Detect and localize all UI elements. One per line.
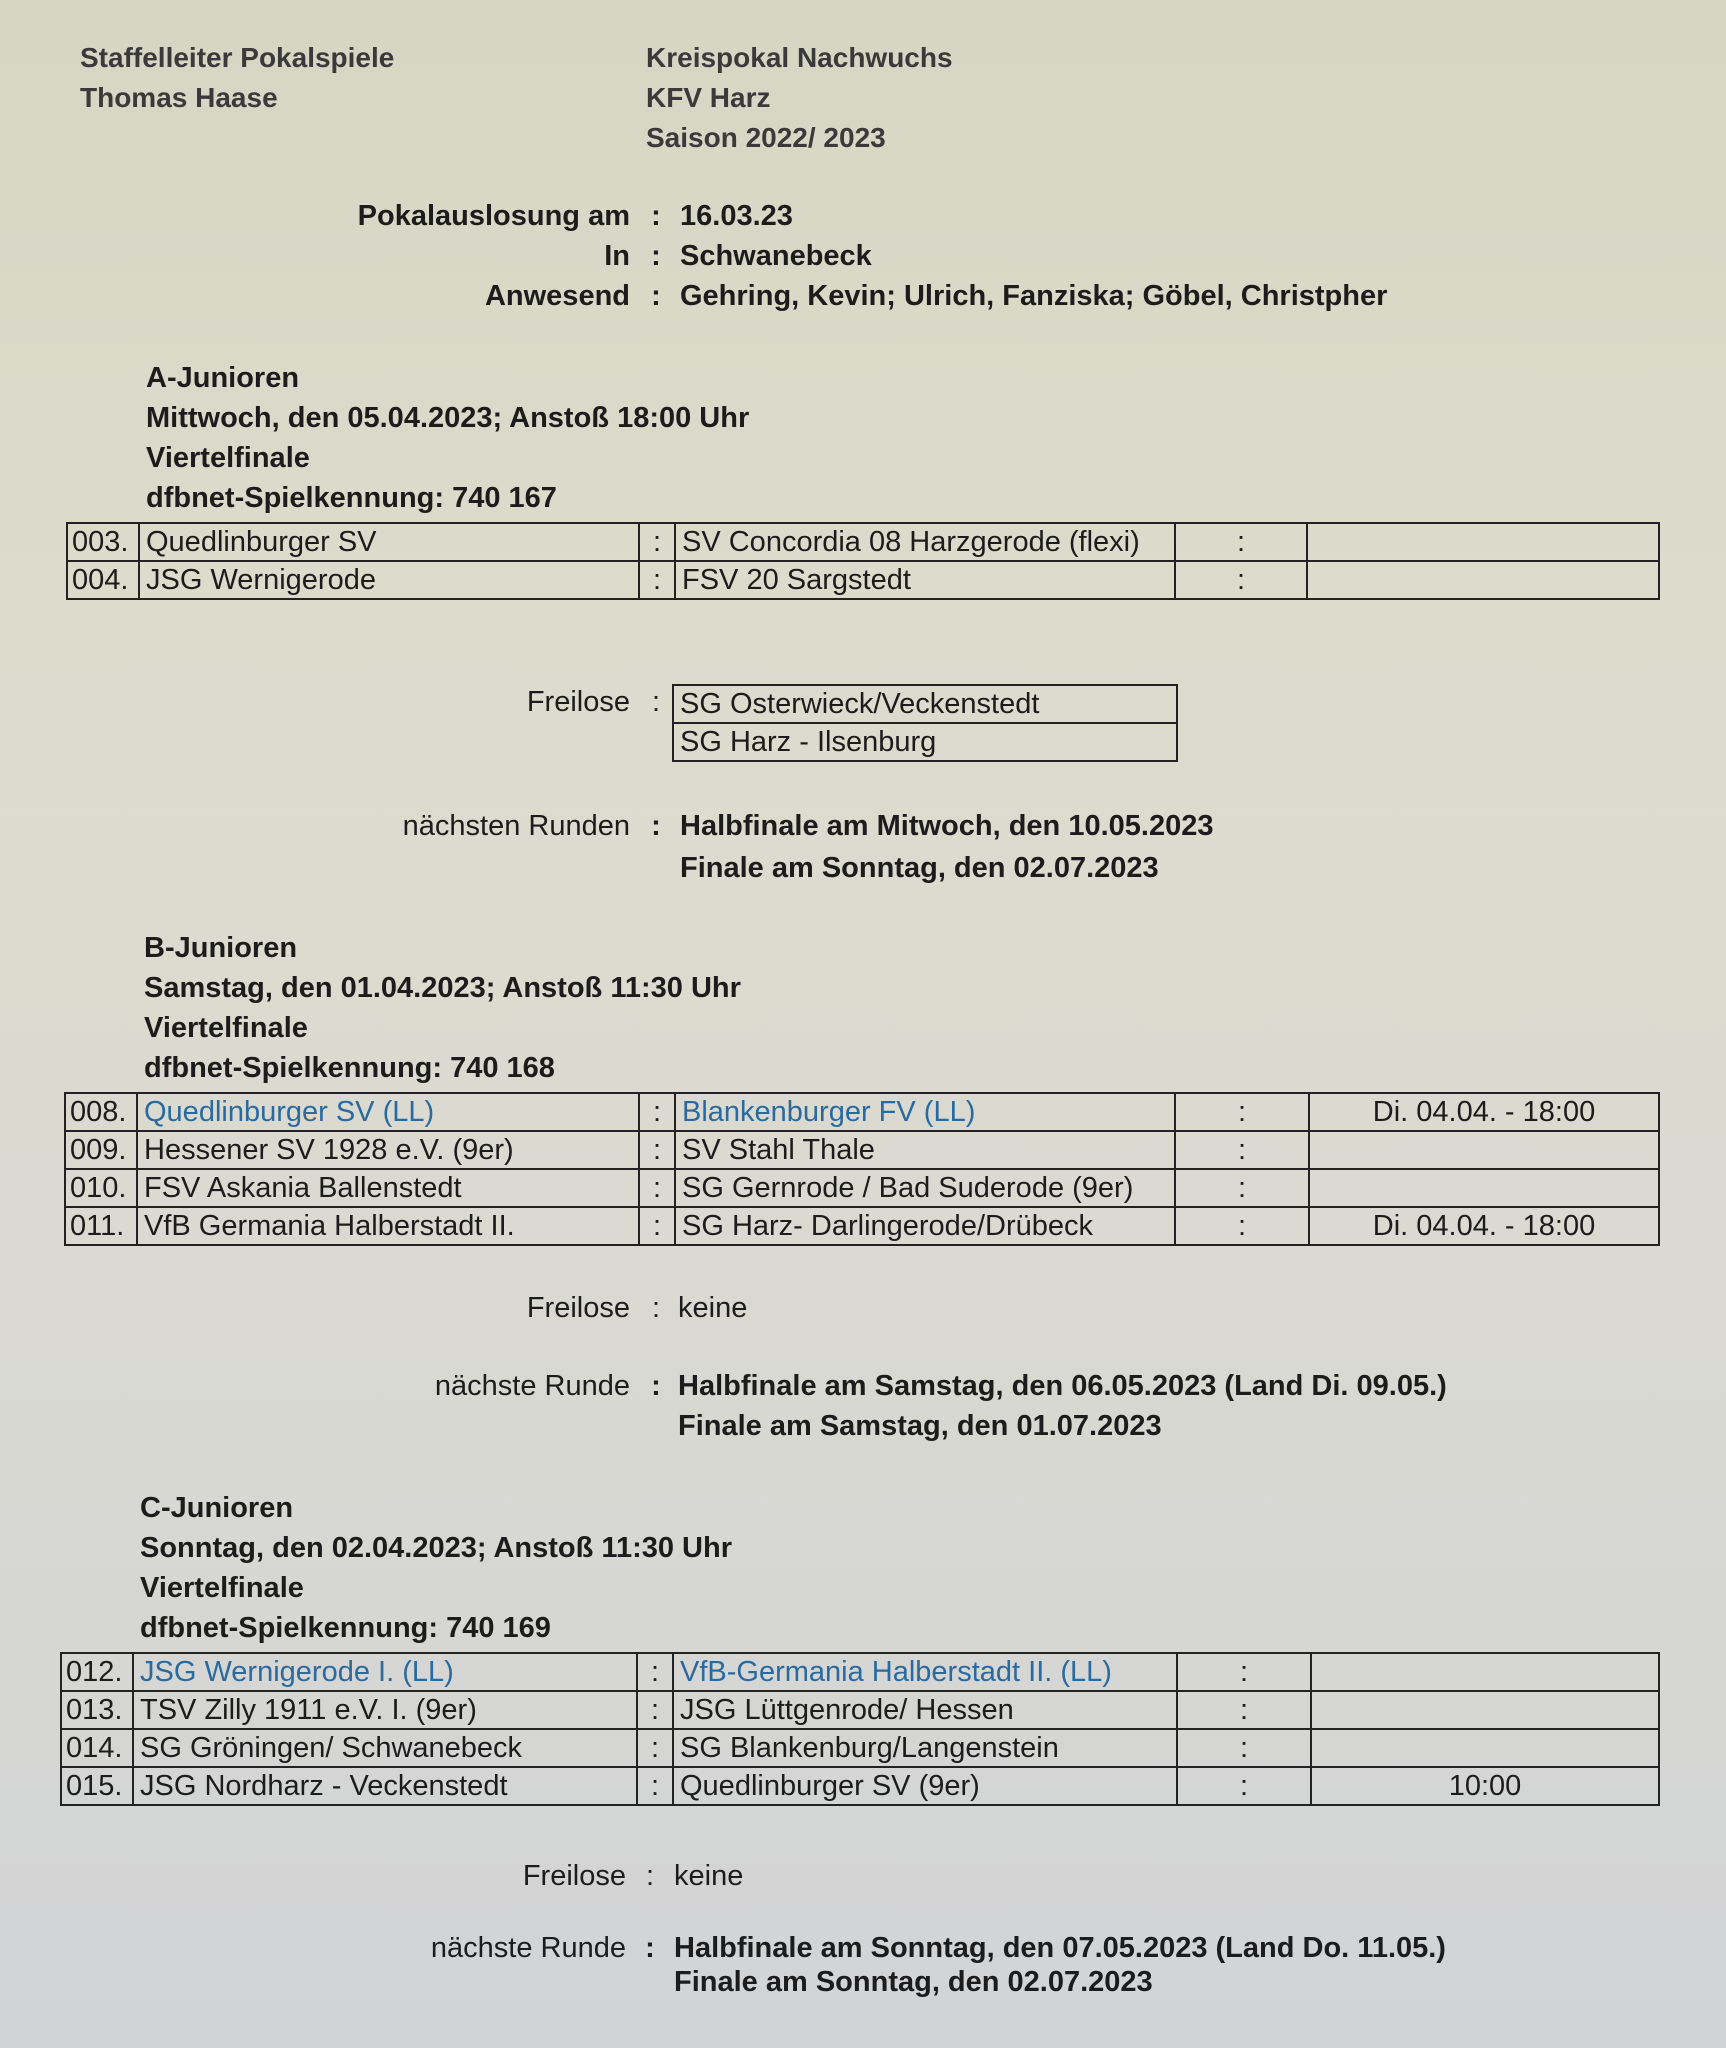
table-row (65, 1207, 1659, 1245)
match-note (1311, 1691, 1659, 1729)
next-final: Finale am Sonntag, den 02.07.2023 (680, 852, 1159, 884)
score: : (1175, 561, 1307, 599)
present-label: Anwesend (484, 280, 630, 312)
table-row (673, 723, 1177, 761)
home-team: TSV Zilly 1911 e.V. I. (9er) (133, 1691, 637, 1729)
a-free-table (672, 684, 1178, 762)
match-number: 004. (67, 561, 139, 599)
next-round-label: nächste Runde (434, 1370, 630, 1402)
home-team: Hessener SV 1928 e.V. (9er) (137, 1131, 639, 1169)
match-number: 003. (67, 523, 139, 561)
section-game-id: dfbnet-Spielkennung: 740 167 (146, 482, 557, 514)
match-note: 10:00 (1311, 1767, 1659, 1805)
section-date: Samstag, den 01.04.2023; Anstoß 11:30 Uhr (144, 972, 741, 1004)
c-matches-table (60, 1652, 1660, 1806)
colon: : (645, 1860, 655, 1892)
match-separator: : (639, 1207, 675, 1245)
match-note (1309, 1169, 1659, 1207)
match-separator: : (637, 1729, 673, 1767)
a-matches-table (66, 522, 1660, 600)
table-row (67, 523, 1659, 561)
away-team: Quedlinburger SV (9er) (673, 1767, 1177, 1805)
match-number: 012. (61, 1653, 133, 1691)
section-title: A-Junioren (146, 362, 300, 394)
match-note (1311, 1653, 1659, 1691)
colon: : (651, 810, 661, 842)
match-separator: : (639, 1169, 675, 1207)
match-separator: : (637, 1767, 673, 1805)
next-semifinal: Halbfinale am Sonntag, den 07.05.2023 (Land Do. 11.05.) (674, 1932, 1446, 1964)
table-row (61, 1691, 1659, 1729)
free-team: SG Harz - Ilsenburg (673, 723, 1177, 761)
home-team: SG Gröningen/ Schwanebeck (133, 1729, 637, 1767)
organizer-name: Thomas Haase (80, 82, 278, 113)
table-row (65, 1093, 1659, 1131)
section-title: B-Junioren (144, 932, 298, 964)
b-matches-table (64, 1092, 1660, 1246)
match-number: 011. (65, 1207, 137, 1245)
match-note: Di. 04.04. - 18:00 (1309, 1207, 1659, 1245)
section-round: Viertelfinale (146, 442, 310, 474)
section-round: Viertelfinale (144, 1012, 308, 1044)
match-number: 009. (65, 1131, 137, 1169)
home-team: JSG Wernigerode (139, 561, 639, 599)
match-separator: : (639, 523, 675, 561)
section-title: C-Junioren (140, 1492, 294, 1524)
match-separator: : (639, 561, 675, 599)
colon: : (651, 280, 661, 312)
next-round-label: nächste Runde (430, 1932, 626, 1964)
home-team: JSG Nordharz - Veckenstedt (133, 1767, 637, 1805)
score: : (1175, 1169, 1309, 1207)
present-value: Gehring, Kevin; Ulrich, Fanziska; Göbel, Christpher (680, 280, 1388, 312)
colon: : (651, 686, 661, 718)
match-note: Di. 04.04. - 18:00 (1309, 1093, 1659, 1131)
free-label: Freilose (522, 1860, 626, 1892)
score: : (1177, 1767, 1311, 1805)
match-separator: : (637, 1691, 673, 1729)
free-label: Freilose (526, 686, 630, 718)
match-note (1307, 561, 1659, 599)
match-number: 008. (65, 1093, 137, 1131)
section-round: Viertelfinale (140, 1572, 304, 1604)
competition-title: Kreispokal Nachwuchs (646, 42, 953, 73)
match-note (1311, 1729, 1659, 1767)
score: : (1175, 1093, 1309, 1131)
colon: : (651, 1370, 661, 1402)
score: : (1175, 523, 1307, 561)
match-note (1307, 523, 1659, 561)
away-team: SV Stahl Thale (675, 1131, 1175, 1169)
match-separator: : (639, 1093, 675, 1131)
free-value: keine (674, 1860, 744, 1892)
home-team: Quedlinburger SV (LL) (137, 1093, 639, 1131)
away-team: SG Gernrode / Bad Suderode (9er) (675, 1169, 1175, 1207)
away-team: VfB-Germania Halberstadt II. (LL) (673, 1653, 1177, 1691)
match-number: 010. (65, 1169, 137, 1207)
section-date: Sonntag, den 02.04.2023; Anstoß 11:30 Uhr (140, 1532, 732, 1564)
match-separator: : (637, 1653, 673, 1691)
score: : (1177, 1691, 1311, 1729)
table-row (673, 685, 1177, 723)
home-team: VfB Germania Halberstadt II. (137, 1207, 639, 1245)
section-game-id: dfbnet-Spielkennung: 740 168 (144, 1052, 555, 1084)
association-name: KFV Harz (646, 82, 771, 113)
table-row (61, 1767, 1659, 1805)
home-team: JSG Wernigerode I. (LL) (133, 1653, 637, 1691)
section-date: Mittwoch, den 05.04.2023; Anstoß 18:00 Uhr (146, 402, 750, 434)
next-semifinal: Halbfinale am Samstag, den 06.05.2023 (Land Di. 09.05.) (678, 1370, 1447, 1402)
home-team: Quedlinburger SV (139, 523, 639, 561)
score: : (1175, 1131, 1309, 1169)
table-row (65, 1169, 1659, 1207)
next-semifinal: Halbfinale am Mitwoch, den 10.05.2023 (680, 810, 1214, 842)
colon: : (651, 200, 661, 232)
section-game-id: dfbnet-Spielkennung: 740 169 (140, 1612, 551, 1644)
draw-place-value: Schwanebeck (680, 240, 872, 272)
score: : (1177, 1729, 1311, 1767)
next-final: Finale am Samstag, den 01.07.2023 (678, 1410, 1162, 1442)
away-team: SG Blankenburg/Langenstein (673, 1729, 1177, 1767)
score: : (1175, 1207, 1309, 1245)
table-row (61, 1729, 1659, 1767)
next-round-label: nächsten Runden (402, 810, 630, 842)
free-team: SG Osterwieck/Veckenstedt (673, 685, 1177, 723)
match-number: 013. (61, 1691, 133, 1729)
away-team: FSV 20 Sargstedt (675, 561, 1175, 599)
table-row (65, 1131, 1659, 1169)
draw-place-label: In (604, 240, 630, 272)
draw-date-label: Pokalauslosung am (357, 200, 630, 232)
colon: : (651, 240, 661, 272)
home-team: FSV Askania Ballenstedt (137, 1169, 639, 1207)
colon: : (645, 1932, 655, 1964)
free-label: Freilose (526, 1292, 630, 1324)
away-team: JSG Lüttgenrode/ Hessen (673, 1691, 1177, 1729)
away-team: SG Harz- Darlingerode/Drübeck (675, 1207, 1175, 1245)
colon: : (651, 1292, 661, 1324)
away-team: SV Concordia 08 Harzgerode (flexi) (675, 523, 1175, 561)
organizer-title: Staffelleiter Pokalspiele (80, 42, 395, 73)
draw-date-value: 16.03.23 (680, 200, 793, 232)
next-final: Finale am Sonntag, den 02.07.2023 (674, 1966, 1153, 1998)
season: Saison 2022/ 2023 (646, 122, 886, 153)
match-number: 014. (61, 1729, 133, 1767)
match-number: 015. (61, 1767, 133, 1805)
table-row (67, 561, 1659, 599)
score: : (1177, 1653, 1311, 1691)
table-row (61, 1653, 1659, 1691)
away-team: Blankenburger FV (LL) (675, 1093, 1175, 1131)
free-value: keine (678, 1292, 748, 1324)
match-separator: : (639, 1131, 675, 1169)
match-note (1309, 1131, 1659, 1169)
